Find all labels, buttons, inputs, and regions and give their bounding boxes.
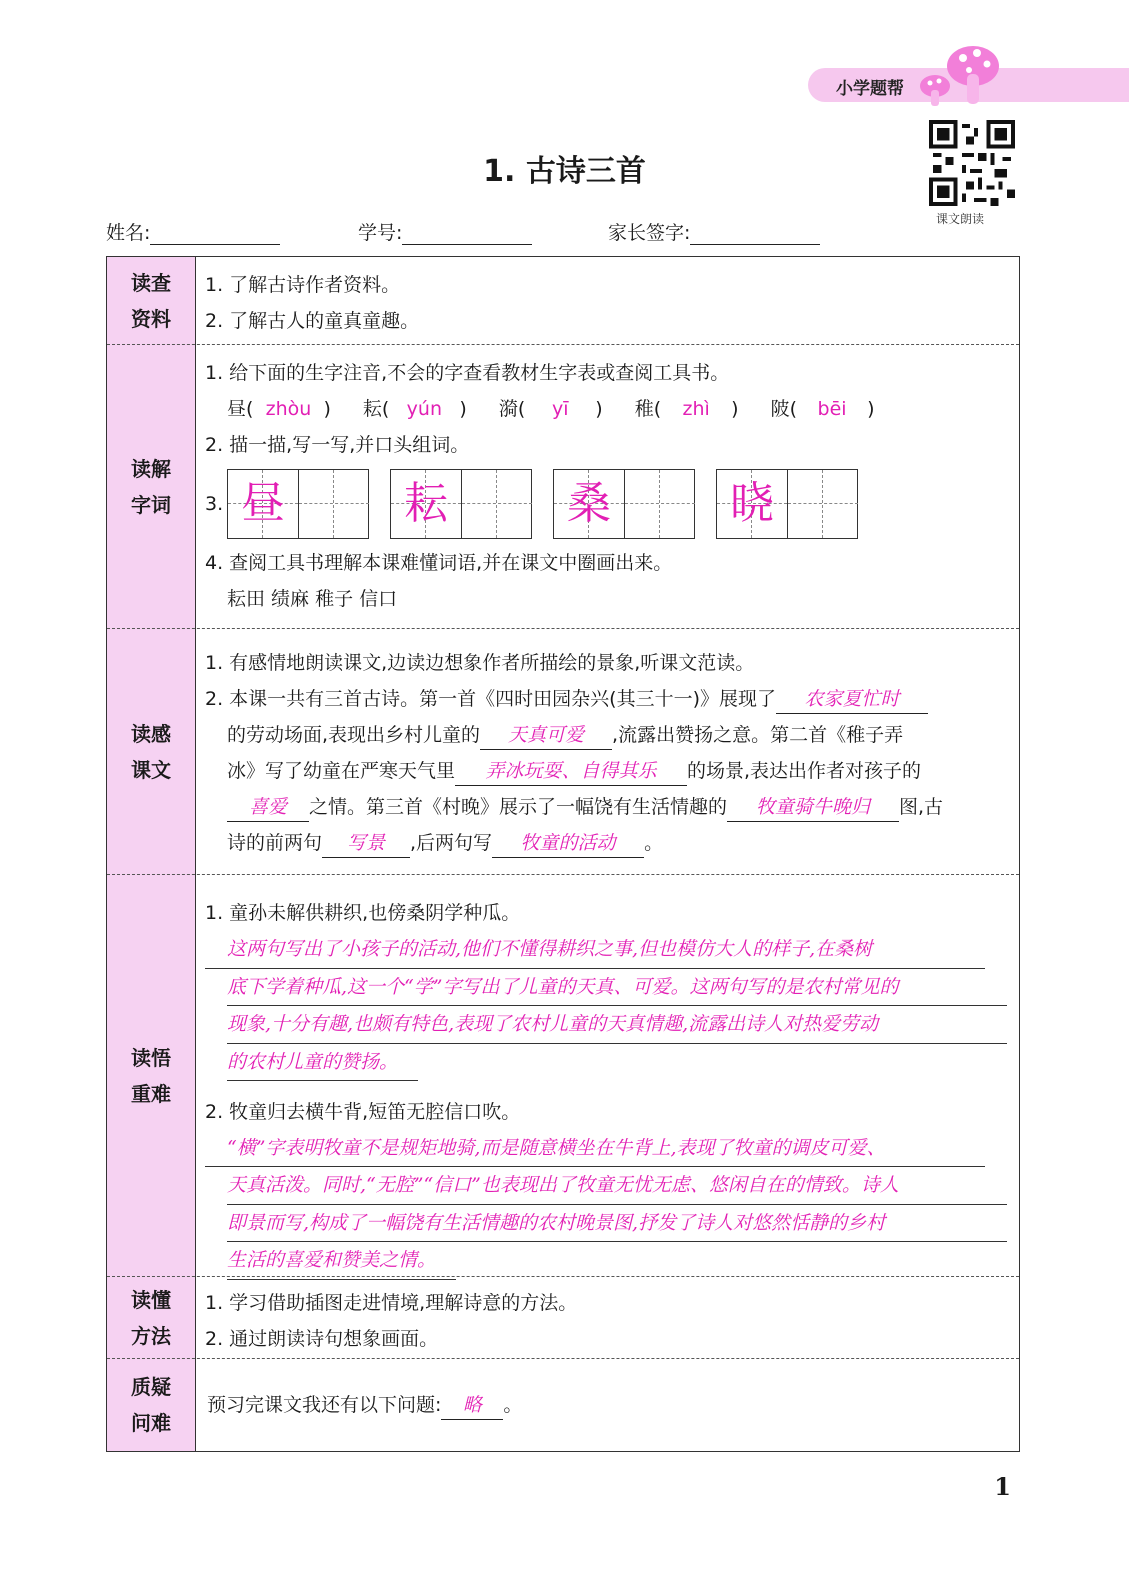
pinyin-answer[interactable]: yún (406, 398, 442, 420)
page-title: 1. 古诗三首 (483, 154, 646, 189)
section-label: 读悟 重难 (131, 1045, 171, 1106)
section-key-points (107, 875, 1019, 1277)
answer-blank[interactable]: 牧童的活动 (492, 829, 644, 858)
answer-blank[interactable]: 弄冰玩耍、自得其乐 (455, 757, 687, 786)
answer-blank[interactable]: 牧童骑牛晚归 (727, 793, 899, 822)
section-body: 1. 有感情地朗读课文,边读边想象作者所描绘的景象,听课文范读。 2. 本课一共有三首古诗。第一首《四时田园杂兴(其三十一)》展现了 农家夏忙时 的劳动场面,表现出乡村儿童的 天真可爱 ,流露出赞扬之意。第二首《稚子弄 冰》写了幼童在严寒天气里 弄冰玩耍、自得其乐 的场景,表达出作者对孩子的 喜爱 之情。第三首《村晚》展示了一幅饶有生活情趣的 牧童骑牛晚归 图,古 诗的前两句 写景 ,后两句写 牧童的活动 。 (205, 645, 1009, 861)
section-body-lower: 4. 查阅工具书理解本课难懂词语,并在课文中圈画出来。 耘田 绩麻 稚子 信口 (205, 545, 1009, 617)
section-body: 1. 了解古诗作者资料。 2. 了解古人的童真童趣。 (205, 274, 420, 332)
writing-grid[interactable]: 晓 (716, 469, 858, 539)
section-label: 读解 字词 (131, 456, 171, 517)
pinyin-answer[interactable]: zhì (682, 398, 710, 420)
answer-blank[interactable]: 略 (441, 1391, 503, 1420)
section-methods (107, 1277, 1019, 1359)
student-info-row (106, 218, 1026, 248)
vocabulary-words: 耘田 绩麻 稚子 信口 (227, 588, 398, 610)
name-field[interactable]: 姓名: (106, 218, 280, 245)
answer-blank[interactable]: 喜爱 (227, 793, 309, 822)
writing-grid[interactable]: 耘 (390, 469, 532, 539)
writing-grid[interactable]: 昼 (227, 469, 369, 539)
brand-name: 小学题帮 (836, 79, 904, 99)
pinyin-row: 昼( zhòu ) 耘( yún ) 漪( yī ) 稚( zhì ) 陂( bēi ) (205, 391, 1009, 427)
qr-caption: 课文朗读 (936, 212, 985, 226)
section-body: 1. 给下面的生字注音,不会的字查看教材生字表或查阅工具书。 昼( zhòu ) 耘( yún ) 漪( yī ) 稚( zhì ) 陂( bēi ) 2. 描一描,写一写,并口头组词。 (205, 355, 1009, 463)
section-label: 读查 资料 (131, 270, 171, 331)
answer-blank[interactable]: 写景 (322, 829, 410, 858)
writing-grid[interactable]: 桑 (553, 469, 695, 539)
page-number: 1 (994, 1472, 1011, 1501)
pinyin-answer[interactable]: zhòu (265, 398, 312, 420)
writing-grid-row: 3. 昼 耘 桑 晓 (205, 469, 905, 539)
answer-blank[interactable]: 天真可爱 (480, 721, 612, 750)
answer-area[interactable]: 这两句写出了小孩子的活动,他们不懂得耕织之事,但也模仿大人的样子,在桑树 底下学着种瓜,这一个“学”字写出了儿童的天真、可爱。这两句写的是农村常见的 现象,十分有趣,也颇有特色,表现了农村儿童的天真情趣,流露出诗人对热爱劳动 的农村儿童的赞扬。 (205, 931, 1009, 1094)
section-body: 1. 童孙未解供耕织,也傍桑阴学种瓜。 这两句写出了小孩子的活动,他们不懂得耕织之事,但也模仿大人的样子,在桑树 底下学着种瓜,这一个“学”字写出了儿童的天真、可爱。这两句写的是农村常见的 现象,十分有趣,也颇有特色,表现了农村儿童的天真情趣,流露出诗人对热爱劳动 的农村儿童的赞扬。 2. 牧童归去横牛背,短笛无腔信口吹。 “横”字表明牧童不是规矩地骑,而是随意横坐在牛背上,表现了牧童的调皮可爱、 天真活泼。同时,“无腔”“信口”也表现出了牧童无忧无虑、悠闲自在的情致。诗人 即景而写,构成了一幅饶有生活情趣的农村晚景图,抒发了诗人对悠然恬静的乡村 生活的喜爱和赞美之情。 (205, 895, 1009, 1292)
student-id-field[interactable]: 学号: (358, 218, 532, 245)
pinyin-answer[interactable]: yī (551, 398, 569, 420)
mushroom-icon (905, 38, 1005, 108)
section-body: 预习完课文我还有以下问题: 略 。 (207, 1387, 1009, 1423)
section-vocabulary (107, 345, 1019, 629)
section-label: 质疑 问难 (131, 1375, 171, 1435)
section-reading (107, 629, 1019, 875)
section-label: 读感 课文 (131, 721, 171, 782)
answer-area[interactable]: “横”字表明牧童不是规矩地骑,而是随意横坐在牛背上,表现了牧童的调皮可爱、 天真活泼。同时,“无腔”“信口”也表现出了牧童无忧无虑、悠闲自在的情致。诗人 即景而写,构成了一幅饶有生活情趣的农村晚景图,抒发了诗人对悠然恬静的乡村 生活的喜爱和赞美之情。 (205, 1130, 1009, 1293)
section-questions (107, 1359, 1019, 1451)
parent-signature-field[interactable]: 家长签字: (608, 218, 820, 245)
worksheet-table (106, 256, 1020, 1452)
section-research (107, 257, 1019, 345)
section-body: 1. 学习借助插图走进情境,理解诗意的方法。 2. 通过朗读诗句想象画面。 (205, 1292, 578, 1350)
section-label: 读懂 方法 (131, 1287, 171, 1348)
pinyin-answer[interactable]: bēi (817, 398, 847, 420)
answer-blank[interactable]: 农家夏忙时 (776, 685, 928, 714)
